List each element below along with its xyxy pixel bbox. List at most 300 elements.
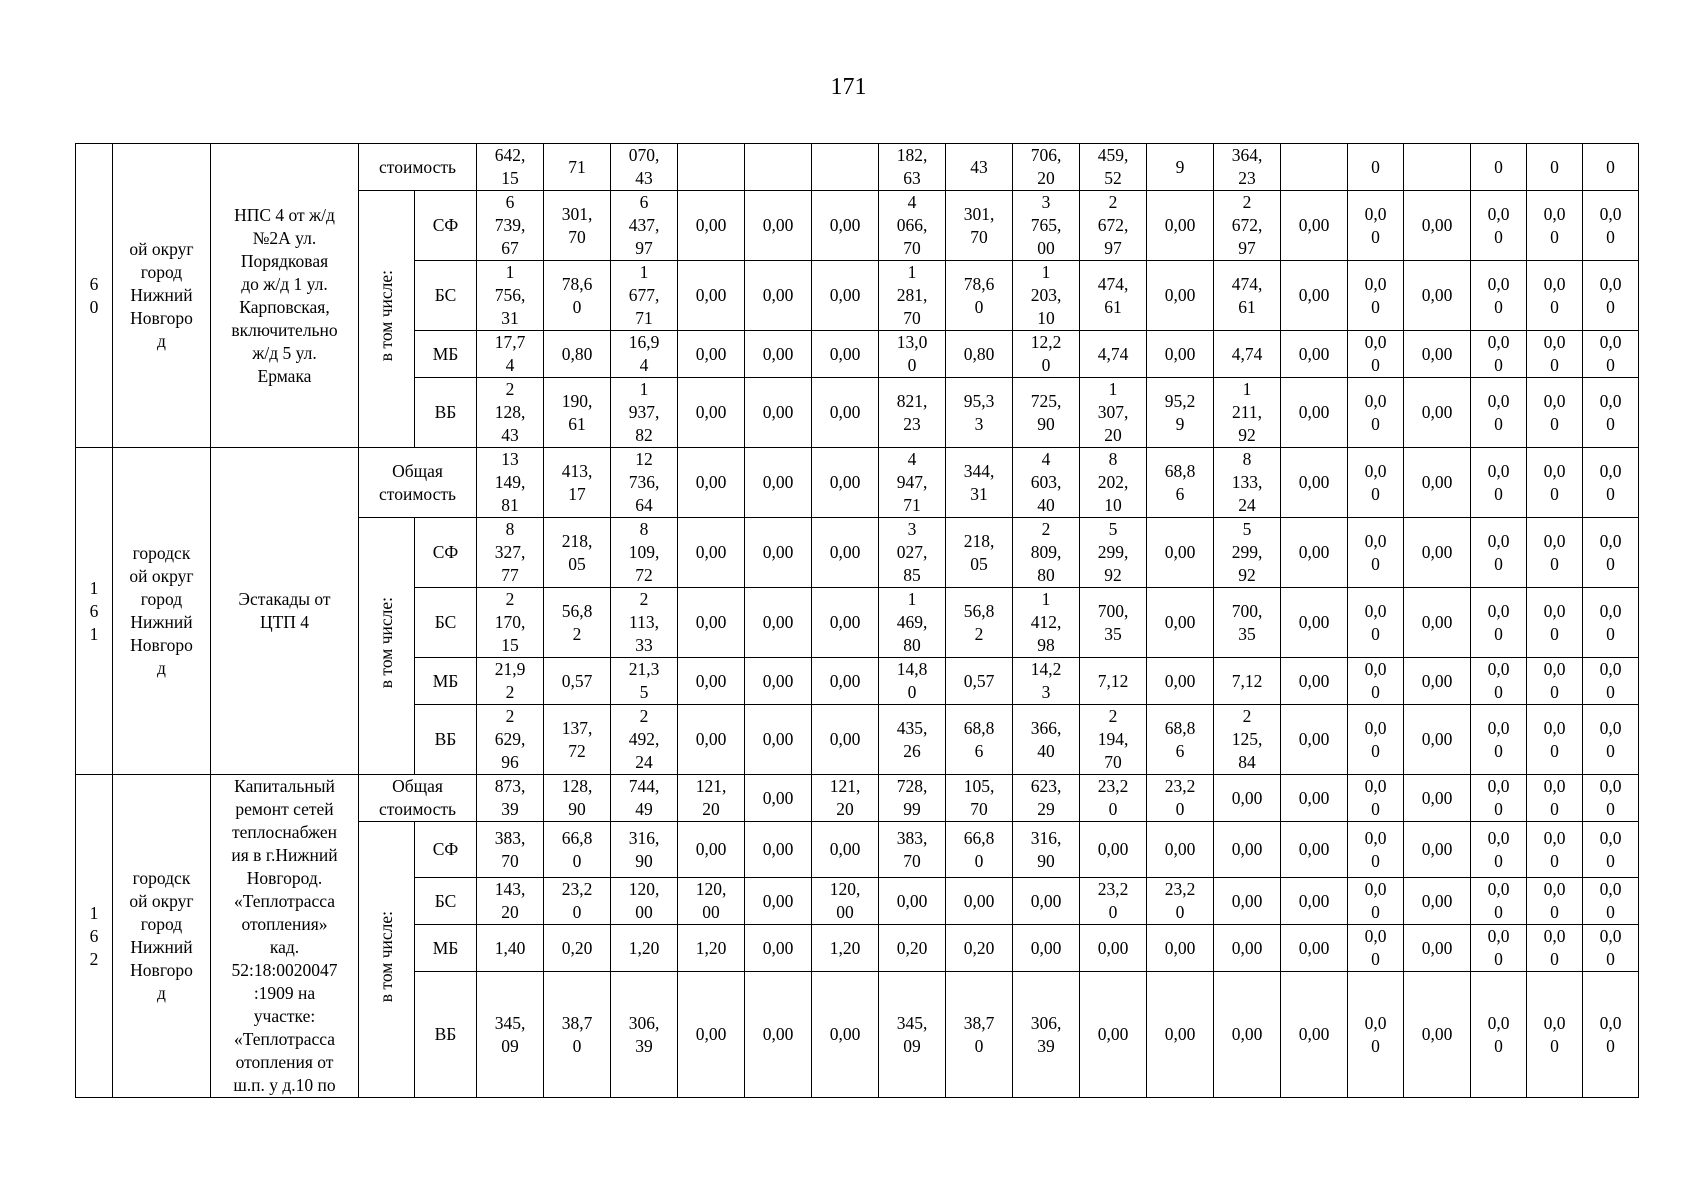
value-cell: 413, 17 [544, 448, 611, 518]
value-cell: 21,9 2 [477, 658, 544, 705]
value-cell: 0,00 [1147, 588, 1214, 658]
value-cell: 0,00 [1214, 925, 1281, 972]
value-cell: 0,00 [678, 658, 745, 705]
value-cell: 0,20 [544, 925, 611, 972]
funding-source-label: СФ [415, 822, 477, 878]
total-cost-label: стоимость [359, 144, 477, 191]
value-cell: 700, 35 [1080, 588, 1147, 658]
value-cell: 2 492, 24 [611, 705, 678, 775]
value-cell: 7,12 [1214, 658, 1281, 705]
value-cell: 6 437, 97 [611, 191, 678, 261]
value-cell: 2 809, 80 [1013, 518, 1080, 588]
value-cell: 345, 09 [477, 972, 544, 1098]
value-cell: 0,0 0 [1471, 705, 1527, 775]
value-cell: 2 629, 96 [477, 705, 544, 775]
value-cell: 0,0 0 [1527, 705, 1583, 775]
value-cell: 0,00 [678, 972, 745, 1098]
funding-source-label: СФ [415, 518, 477, 588]
value-cell: 0,00 [1080, 925, 1147, 972]
value-cell: 0,00 [1080, 822, 1147, 878]
value-cell: 364, 23 [1214, 144, 1281, 191]
value-cell: 0 [1348, 144, 1404, 191]
value-cell: 0 [1471, 144, 1527, 191]
value-cell: 0,80 [946, 331, 1013, 378]
value-cell: 706, 20 [1013, 144, 1080, 191]
value-cell: 700, 35 [1214, 588, 1281, 658]
value-cell: 0,0 0 [1471, 925, 1527, 972]
value-cell: 474, 61 [1080, 261, 1147, 331]
value-cell: 0,00 [812, 448, 879, 518]
value-cell: 68,8 6 [1147, 705, 1214, 775]
object-name: Капитальный ремонт сетей теплоснабжен ия в г.Нижний Новгород. «Теплотрасса отопления» кад. 52:18:0020047 :1909 на участке: «Теплотрасса отопления от ш.п. у д.10 по [211, 775, 359, 1098]
value-cell: 0,0 0 [1527, 448, 1583, 518]
value-cell: 1 307, 20 [1080, 378, 1147, 448]
value-cell: 95,3 3 [946, 378, 1013, 448]
value-cell: 0,0 0 [1583, 588, 1639, 658]
value-cell: 0,00 [1404, 822, 1471, 878]
value-cell: 0,0 0 [1527, 191, 1583, 261]
value-cell: 0,00 [1281, 878, 1348, 925]
value-cell: 8 327, 77 [477, 518, 544, 588]
value-cell: 0,00 [1404, 378, 1471, 448]
value-cell: 0,00 [1147, 972, 1214, 1098]
value-cell: 3 765, 00 [1013, 191, 1080, 261]
value-cell: 0,0 0 [1583, 518, 1639, 588]
value-cell: 0 [1583, 144, 1639, 191]
value-cell: 0,00 [745, 588, 812, 658]
value-cell: 0,00 [1404, 518, 1471, 588]
value-cell: 12 736, 64 [611, 448, 678, 518]
value-cell: 8 133, 24 [1214, 448, 1281, 518]
value-cell: 2 194, 70 [1080, 705, 1147, 775]
value-cell: 23,2 0 [1147, 878, 1214, 925]
value-cell: 0,00 [678, 191, 745, 261]
value-cell: 0,0 0 [1471, 972, 1527, 1098]
including-label-text: в том числе: [376, 597, 396, 689]
value-cell: 2 672, 97 [1080, 191, 1147, 261]
value-cell: 1,40 [477, 925, 544, 972]
value-cell: 0,20 [946, 925, 1013, 972]
value-cell: 120, 00 [812, 878, 879, 925]
value-cell: 66,8 0 [946, 822, 1013, 878]
value-cell: 13,0 0 [879, 331, 946, 378]
value-cell: 0,00 [745, 518, 812, 588]
value-cell: 137, 72 [544, 705, 611, 775]
value-cell: 0,0 0 [1348, 331, 1404, 378]
value-cell: 120, 00 [678, 878, 745, 925]
value-cell: 0,0 0 [1348, 191, 1404, 261]
value-cell: 0,0 0 [1348, 878, 1404, 925]
value-cell: 0,0 0 [1527, 331, 1583, 378]
value-cell: 0,0 0 [1583, 448, 1639, 518]
value-cell: 0,00 [1404, 972, 1471, 1098]
value-cell: 9 [1147, 144, 1214, 191]
value-cell: 0,0 0 [1471, 378, 1527, 448]
value-cell: 0,00 [745, 775, 812, 822]
value-cell: 344, 31 [946, 448, 1013, 518]
value-cell: 0,57 [544, 658, 611, 705]
table-row-total [76, 144, 1639, 191]
value-cell [1404, 144, 1471, 191]
value-cell [678, 144, 745, 191]
value-cell: 0,0 0 [1471, 191, 1527, 261]
total-cost-label: Общая стоимость [359, 775, 477, 822]
value-cell: 4 947, 71 [879, 448, 946, 518]
value-cell [1281, 144, 1348, 191]
value-cell: 0,0 0 [1583, 972, 1639, 1098]
value-cell: 0,0 0 [1471, 518, 1527, 588]
value-cell: 143, 20 [477, 878, 544, 925]
value-cell: 0,0 0 [1527, 775, 1583, 822]
value-cell: 0,00 [745, 448, 812, 518]
value-cell: 0,00 [1404, 705, 1471, 775]
value-cell: 0,0 0 [1583, 775, 1639, 822]
value-cell: 306, 39 [1013, 972, 1080, 1098]
value-cell: 0,0 0 [1583, 822, 1639, 878]
value-cell: 17,7 4 [477, 331, 544, 378]
value-cell: 0,0 0 [1471, 775, 1527, 822]
value-cell: 7,12 [1080, 658, 1147, 705]
value-cell: 0,00 [812, 972, 879, 1098]
including-label [359, 822, 415, 1098]
value-cell: 0,00 [1147, 518, 1214, 588]
value-cell: 0,0 0 [1527, 378, 1583, 448]
value-cell: 0,0 0 [1527, 878, 1583, 925]
value-cell: 190, 61 [544, 378, 611, 448]
value-cell: 474, 61 [1214, 261, 1281, 331]
value-cell: 0,0 0 [1348, 705, 1404, 775]
value-cell: 6 739, 67 [477, 191, 544, 261]
value-cell: 23,2 0 [1080, 878, 1147, 925]
page-number: 171 [830, 74, 867, 100]
value-cell: 2 672, 97 [1214, 191, 1281, 261]
value-cell: 0,00 [812, 261, 879, 331]
value-cell: 0,0 0 [1471, 822, 1527, 878]
value-cell: 0,00 [1147, 261, 1214, 331]
value-cell: 383, 70 [879, 822, 946, 878]
value-cell: 4 603, 40 [1013, 448, 1080, 518]
item-number: 1 6 2 [76, 775, 113, 1098]
object-name: Эстакады от ЦТП 4 [211, 448, 359, 775]
value-cell: 1 756, 31 [477, 261, 544, 331]
value-cell: 38,7 0 [544, 972, 611, 1098]
total-cost-label: Общая стоимость [359, 448, 477, 518]
value-cell: 0,00 [1281, 658, 1348, 705]
value-cell: 0,00 [745, 972, 812, 1098]
value-cell: 0,00 [812, 331, 879, 378]
value-cell: 0,80 [544, 331, 611, 378]
value-cell: 0,0 0 [1348, 822, 1404, 878]
value-cell: 0,0 0 [1348, 378, 1404, 448]
value-cell: 0,00 [745, 925, 812, 972]
value-cell: 8 202, 10 [1080, 448, 1147, 518]
value-cell: 0,00 [1214, 775, 1281, 822]
value-cell: 0,0 0 [1471, 878, 1527, 925]
value-cell: 8 109, 72 [611, 518, 678, 588]
value-cell: 0,0 0 [1471, 658, 1527, 705]
value-cell: 0,0 0 [1527, 261, 1583, 331]
value-cell: 0,0 0 [1583, 878, 1639, 925]
value-cell: 0,0 0 [1583, 925, 1639, 972]
value-cell: 14,2 3 [1013, 658, 1080, 705]
value-cell: 0,00 [1404, 588, 1471, 658]
value-cell: 0,0 0 [1471, 331, 1527, 378]
value-cell: 0,00 [1404, 775, 1471, 822]
value-cell: 0,00 [1281, 518, 1348, 588]
municipality-name: городск ой округ город Нижний Новгоро д [113, 448, 211, 775]
value-cell: 218, 05 [946, 518, 1013, 588]
value-cell: 0,00 [1404, 878, 1471, 925]
value-cell: 1 937, 82 [611, 378, 678, 448]
value-cell: 0,0 0 [1527, 518, 1583, 588]
value-cell: 0,00 [745, 331, 812, 378]
value-cell: 070, 43 [611, 144, 678, 191]
value-cell: 0,0 0 [1348, 972, 1404, 1098]
value-cell: 383, 70 [477, 822, 544, 878]
value-cell: 0,00 [678, 588, 745, 658]
value-cell: 16,9 4 [611, 331, 678, 378]
value-cell: 0,0 0 [1583, 261, 1639, 331]
funding-source-label: БС [415, 588, 477, 658]
value-cell: 1 469, 80 [879, 588, 946, 658]
value-cell: 0,0 0 [1583, 705, 1639, 775]
value-cell: 0,00 [812, 822, 879, 878]
value-cell: 0,0 0 [1348, 448, 1404, 518]
value-cell: 0,00 [1281, 448, 1348, 518]
value-cell: 0,0 0 [1348, 925, 1404, 972]
value-cell: 821, 23 [879, 378, 946, 448]
funding-source-label: БС [415, 261, 477, 331]
value-cell: 0,00 [1214, 972, 1281, 1098]
value-cell: 121, 20 [678, 775, 745, 822]
value-cell: 0,00 [1281, 822, 1348, 878]
value-cell: 0,0 0 [1348, 518, 1404, 588]
value-cell: 0,0 0 [1527, 925, 1583, 972]
value-cell: 1,20 [678, 925, 745, 972]
value-cell: 78,6 0 [544, 261, 611, 331]
value-cell: 0,0 0 [1471, 261, 1527, 331]
value-cell: 0,00 [1404, 658, 1471, 705]
value-cell: 105, 70 [946, 775, 1013, 822]
value-cell: 0,00 [1281, 261, 1348, 331]
value-cell: 0,00 [678, 705, 745, 775]
value-cell: 0,00 [678, 518, 745, 588]
value-cell: 0 [1527, 144, 1583, 191]
value-cell: 0,0 0 [1348, 775, 1404, 822]
value-cell [812, 144, 879, 191]
funding-source-label: МБ [415, 925, 477, 972]
value-cell: 68,8 6 [1147, 448, 1214, 518]
including-label-text: в том числе: [376, 270, 396, 362]
value-cell: 0,00 [678, 331, 745, 378]
value-cell: 4 066, 70 [879, 191, 946, 261]
value-cell: 38,7 0 [946, 972, 1013, 1098]
value-cell: 78,6 0 [946, 261, 1013, 331]
value-cell: 0,00 [1281, 705, 1348, 775]
value-cell: 728, 99 [879, 775, 946, 822]
value-cell: 0,57 [946, 658, 1013, 705]
value-cell: 0,00 [1404, 261, 1471, 331]
value-cell: 121, 20 [812, 775, 879, 822]
value-cell: 1,20 [812, 925, 879, 972]
funding-source-label: ВБ [415, 972, 477, 1098]
value-cell: 345, 09 [879, 972, 946, 1098]
value-cell: 218, 05 [544, 518, 611, 588]
value-cell: 0,00 [812, 191, 879, 261]
value-cell: 0,0 0 [1527, 588, 1583, 658]
value-cell: 5 299, 92 [1214, 518, 1281, 588]
value-cell: 1 677, 71 [611, 261, 678, 331]
value-cell: 13 149, 81 [477, 448, 544, 518]
municipality-name: городск ой округ город Нижний Новгоро д [113, 775, 211, 1098]
value-cell: 1 203, 10 [1013, 261, 1080, 331]
value-cell: 0,00 [1404, 331, 1471, 378]
value-cell: 0,00 [745, 822, 812, 878]
value-cell: 128, 90 [544, 775, 611, 822]
value-cell: 0,00 [1147, 822, 1214, 878]
value-cell: 0,00 [1281, 588, 1348, 658]
including-label-text: в том числе: [376, 910, 396, 1003]
value-cell: 0,00 [1214, 822, 1281, 878]
value-cell: 0,0 0 [1583, 658, 1639, 705]
value-cell: 5 299, 92 [1080, 518, 1147, 588]
value-cell: 95,2 9 [1147, 378, 1214, 448]
value-cell: 0,00 [1214, 878, 1281, 925]
value-cell: 873, 39 [477, 775, 544, 822]
investment-table [75, 143, 1639, 1098]
value-cell: 0,0 0 [1583, 331, 1639, 378]
value-cell: 12,2 0 [1013, 331, 1080, 378]
table-row-total [76, 775, 1639, 822]
value-cell: 0,0 0 [1348, 658, 1404, 705]
value-cell: 0,0 0 [1583, 191, 1639, 261]
value-cell: 0,00 [1013, 878, 1080, 925]
value-cell: 642, 15 [477, 144, 544, 191]
value-cell: 68,8 6 [946, 705, 1013, 775]
value-cell: 306, 39 [611, 972, 678, 1098]
value-cell: 301, 70 [946, 191, 1013, 261]
value-cell: 0,0 0 [1527, 972, 1583, 1098]
value-cell: 0,0 0 [1471, 588, 1527, 658]
value-cell: 0,00 [1281, 331, 1348, 378]
value-cell: 0,0 0 [1527, 658, 1583, 705]
value-cell: 0,00 [1281, 191, 1348, 261]
municipality-name: ой округ город Нижний Новгоро д [113, 144, 211, 448]
including-label [359, 518, 415, 775]
value-cell: 0,0 0 [1471, 448, 1527, 518]
value-cell: 0,00 [1080, 972, 1147, 1098]
funding-source-label: БС [415, 878, 477, 925]
value-cell: 0,0 0 [1348, 588, 1404, 658]
value-cell: 744, 49 [611, 775, 678, 822]
value-cell: 0,00 [1404, 448, 1471, 518]
value-cell: 1,20 [611, 925, 678, 972]
value-cell: 0,00 [812, 518, 879, 588]
value-cell: 120, 00 [611, 878, 678, 925]
value-cell: 0,00 [1147, 658, 1214, 705]
value-cell: 0,00 [678, 822, 745, 878]
value-cell: 366, 40 [1013, 705, 1080, 775]
value-cell: 71 [544, 144, 611, 191]
value-cell: 0,00 [678, 448, 745, 518]
value-cell: 0,00 [812, 588, 879, 658]
value-cell: 0,0 0 [1348, 261, 1404, 331]
value-cell: 0,00 [812, 658, 879, 705]
value-cell: 0,00 [678, 378, 745, 448]
value-cell: 23,2 0 [544, 878, 611, 925]
value-cell: 0,00 [1013, 925, 1080, 972]
table-body [76, 144, 1639, 1098]
value-cell: 0,00 [745, 878, 812, 925]
value-cell: 43 [946, 144, 1013, 191]
value-cell: 316, 90 [611, 822, 678, 878]
funding-source-label: ВБ [415, 378, 477, 448]
value-cell [745, 144, 812, 191]
value-cell: 0,00 [1147, 331, 1214, 378]
value-cell: 435, 26 [879, 705, 946, 775]
value-cell: 0,00 [745, 658, 812, 705]
value-cell: 0,00 [1147, 925, 1214, 972]
value-cell: 0,0 0 [1527, 822, 1583, 878]
value-cell: 0,00 [879, 878, 946, 925]
value-cell: 0,00 [745, 261, 812, 331]
including-label [359, 191, 415, 448]
item-number: 6 0 [76, 144, 113, 448]
funding-source-label: ВБ [415, 705, 477, 775]
value-cell: 56,8 2 [544, 588, 611, 658]
value-cell: 4,74 [1214, 331, 1281, 378]
item-number: 1 6 1 [76, 448, 113, 775]
object-name: НПС 4 от ж/д №2А ул. Порядковая до ж/д 1 ул. Карповская, включительно ж/д 5 ул. Ермака [211, 144, 359, 448]
funding-source-label: МБ [415, 658, 477, 705]
value-cell: 4,74 [1080, 331, 1147, 378]
value-cell: 1 281, 70 [879, 261, 946, 331]
funding-source-label: МБ [415, 331, 477, 378]
value-cell: 459, 52 [1080, 144, 1147, 191]
value-cell: 623, 29 [1013, 775, 1080, 822]
value-cell: 0,20 [879, 925, 946, 972]
value-cell: 21,3 5 [611, 658, 678, 705]
value-cell: 0,00 [678, 261, 745, 331]
value-cell: 182, 63 [879, 144, 946, 191]
value-cell: 3 027, 85 [879, 518, 946, 588]
value-cell: 725, 90 [1013, 378, 1080, 448]
value-cell: 0,00 [745, 705, 812, 775]
value-cell: 2 113, 33 [611, 588, 678, 658]
value-cell: 23,2 0 [1147, 775, 1214, 822]
value-cell: 2 170, 15 [477, 588, 544, 658]
value-cell: 0,00 [745, 191, 812, 261]
value-cell: 0,0 0 [1583, 378, 1639, 448]
value-cell: 0,00 [1147, 191, 1214, 261]
value-cell: 56,8 2 [946, 588, 1013, 658]
value-cell: 0,00 [1281, 378, 1348, 448]
value-cell: 1 412, 98 [1013, 588, 1080, 658]
value-cell: 316, 90 [1013, 822, 1080, 878]
value-cell: 0,00 [812, 705, 879, 775]
value-cell: 0,00 [745, 378, 812, 448]
value-cell: 0,00 [946, 878, 1013, 925]
value-cell: 0,00 [1404, 925, 1471, 972]
funding-source-label: СФ [415, 191, 477, 261]
value-cell: 0,00 [1404, 191, 1471, 261]
value-cell: 0,00 [1281, 775, 1348, 822]
value-cell: 2 128, 43 [477, 378, 544, 448]
value-cell: 66,8 0 [544, 822, 611, 878]
value-cell: 2 125, 84 [1214, 705, 1281, 775]
value-cell: 14,8 0 [879, 658, 946, 705]
value-cell: 0,00 [1281, 925, 1348, 972]
